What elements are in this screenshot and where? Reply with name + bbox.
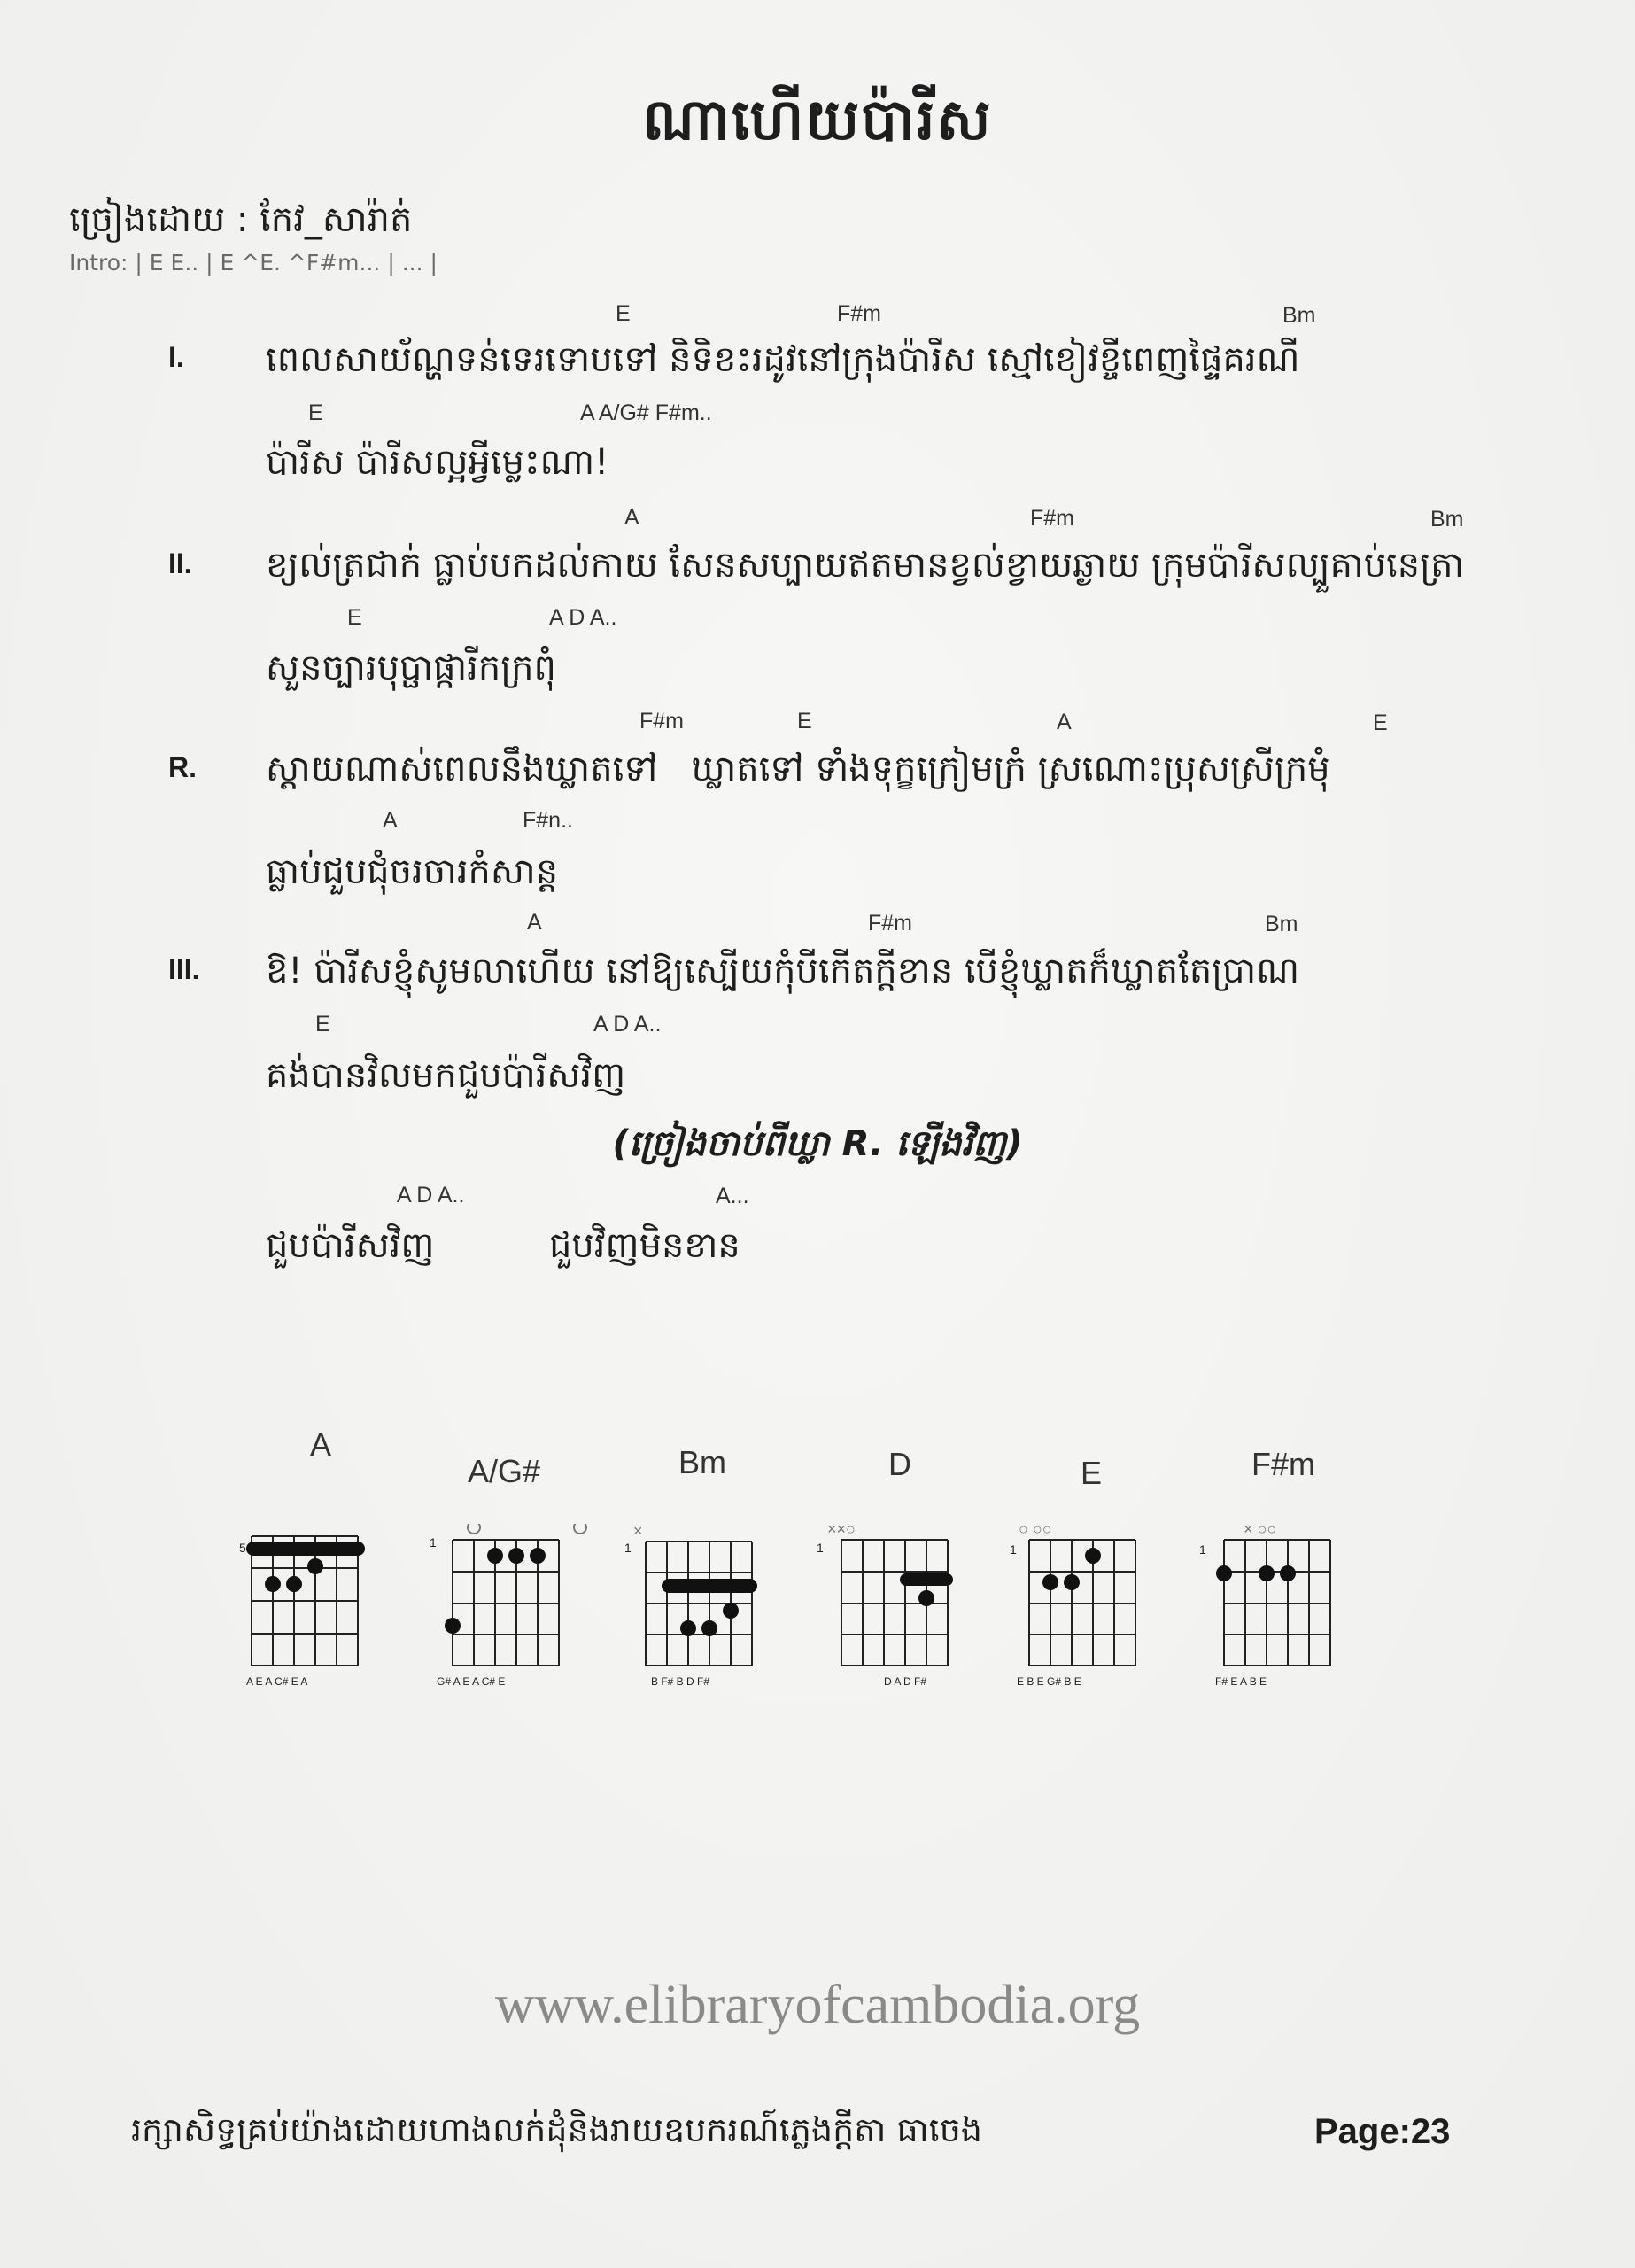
chord-label: Bm [1265, 912, 1298, 936]
lyric-line: ពេលសាយ័ណ្ហទន់ទេរទោបទៅ និទិខះរដូវនៅក្រុងប៉ារីស ស្មៅខៀវខ្ចីពេញផ្ទៃគរណី [266, 339, 1300, 380]
chord-chart-name: A [310, 1426, 332, 1463]
chord-label: F#m [868, 911, 912, 936]
string-notes: D A D F# [884, 1675, 927, 1688]
chord-label: E [315, 1012, 330, 1037]
chord-chart-name: E [1081, 1455, 1103, 1491]
lyric-line: ឱ! ប៉ារីសខ្ញុំសូមលាហើយ នៅឱ្យស្បើយកុំបីកើតក្តីខាន បើខ្ញុំឃ្លាតក៏ឃ្លាតតែប្រាណ [266, 951, 1300, 991]
fret-number: 1 [624, 1541, 632, 1555]
svg-text:○ ○○: ○ ○○ [1019, 1524, 1052, 1538]
chord-label: A D A.. [397, 1183, 465, 1208]
chord-label: E [797, 709, 812, 734]
chord-label: A [1057, 710, 1072, 734]
string-notes: A E A C# E A [246, 1675, 308, 1688]
chord-label: Bm [1430, 507, 1464, 532]
chord-label: E [1373, 711, 1388, 735]
chord-label: A [527, 910, 542, 935]
string-notes: F# E A B E [1215, 1675, 1267, 1688]
composer-credit: ច្រៀងដោយ : កែវ_សារ៉ាត់ [69, 199, 413, 240]
chord-label: F#n.. [523, 808, 573, 833]
chord-diagram-a-g-sharp [430, 1524, 607, 1692]
chord-chart-name: A/G# [468, 1453, 541, 1489]
lyric-line: សួនច្បារបុប្ផាផ្ការីកក្រពុំ [266, 648, 556, 688]
chord-label: F#m [837, 301, 881, 326]
fret-number: 1 [430, 1535, 437, 1550]
chord-label: F#m [1030, 506, 1074, 531]
chord-label: E [308, 400, 323, 425]
lyric-line: ជួបវិញមិនខាន [549, 1225, 740, 1266]
section-label: III. [168, 953, 200, 985]
fret-number: 1 [817, 1541, 824, 1555]
lyric-line: ធ្លាប់ជួបជុំចរចារកំសាន្ត [266, 851, 559, 892]
fret-number: 1 [1010, 1542, 1017, 1557]
website-watermark: www.elibraryofcambodia.org [494, 1975, 1141, 2035]
chord-label: E [616, 301, 631, 326]
chord-diagram-f-sharp-minor [1196, 1524, 1373, 1692]
chord-chart-name: D [888, 1446, 911, 1482]
chord-label: F#m [639, 709, 684, 734]
section-label: I. [168, 341, 184, 373]
fret-number: 5 [239, 1541, 246, 1555]
chord-chart-name: Bm [678, 1444, 726, 1480]
svg-text:× ○○: × ○○ [1244, 1524, 1277, 1538]
chord-label: Bm [1282, 303, 1316, 328]
copyright-footer: រក្សាសិទ្ធគ្រប់យ៉ាងដោយហាងលក់ដុំនិងរាយឧបករណ៍ភ្លេងក្តីតា ធាចេង [131, 2110, 982, 2149]
chord-diagram-a [239, 1524, 416, 1692]
fret-number: 1 [1199, 1542, 1206, 1557]
chord-label: A... [716, 1184, 749, 1208]
string-notes: G# A E A C# E [437, 1675, 506, 1688]
page-number: Page:23 [1314, 2112, 1451, 2151]
lyric-line: ជួបប៉ារីសវិញ [266, 1225, 435, 1266]
chord-label: A [624, 505, 639, 530]
chord-diagram-e [1010, 1524, 1187, 1692]
chord-label: A [383, 808, 398, 833]
string-notes: E B E G# B E [1017, 1675, 1081, 1688]
section-label: R. [168, 751, 197, 783]
lyric-line: ស្តាយណាស់ពេលនឹងឃ្លាតទៅ ឃ្លាតទៅ ទាំងទុក្ខក្រៀមក្រំ ស្រណោះប្រុសស្រីក្រមុំ [266, 749, 1330, 789]
chord-chart-name: F#m [1251, 1446, 1315, 1482]
string-notes: B F# B D F# [651, 1675, 710, 1688]
chord-diagram-d [815, 1524, 992, 1692]
svg-text:×: × [633, 1524, 643, 1540]
lyric-line: គង់បានវិលមកជួបប៉ារីសវិញ [266, 1055, 626, 1096]
repeat-instruction: (ច្រៀងចាប់ពីឃ្លា R. ឡើងវិញ) [612, 1123, 1023, 1164]
chord-label: A D A.. [549, 605, 617, 630]
section-label: II. [168, 548, 192, 579]
chord-label: E [347, 605, 362, 630]
svg-text:××○: ××○ [827, 1524, 856, 1538]
chord-label: A D A.. [593, 1012, 662, 1037]
chord-diagram-b-minor [624, 1524, 802, 1692]
intro-chords: Intro: | E E.. | E ^E. ^F#m... | ... | [69, 250, 438, 276]
lyric-line: ប៉ារីស ប៉ារីសល្អអ្វីម្លេះណា! [266, 442, 609, 483]
chord-label: A A/G# F#m.. [580, 400, 712, 425]
song-title: ណាហើយប៉ារីស [642, 87, 993, 153]
lyric-line: ខ្យល់ត្រជាក់ ធ្លាប់បកដល់កាយ សែនសប្បាយឥតមានខ្វល់ខ្វាយឆ្ងាយ ក្រុមប៉ារីសល្បួគាប់នេត្រា [266, 545, 1465, 586]
